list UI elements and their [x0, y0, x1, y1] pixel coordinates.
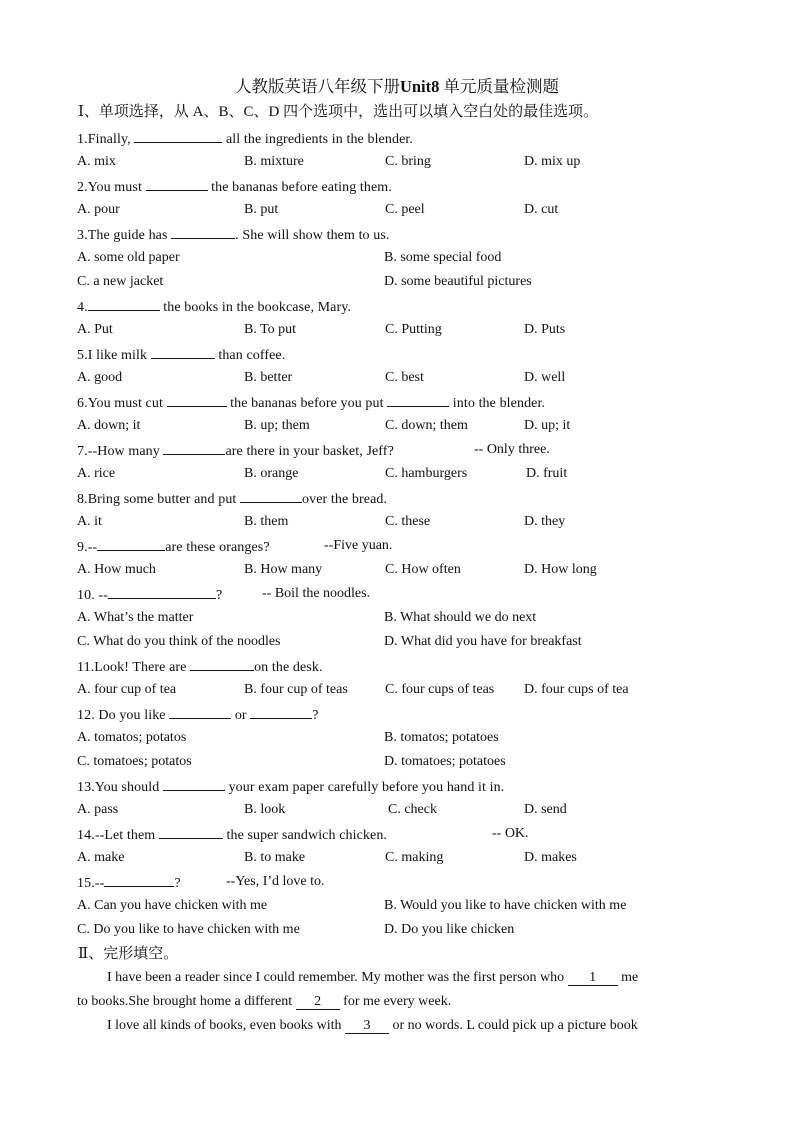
option-c[interactable]: C. these	[385, 514, 431, 529]
option-d[interactable]: D. mix up	[524, 154, 581, 169]
option-a[interactable]: A. Put	[77, 322, 113, 337]
option-b[interactable]: B. What should we do next	[384, 610, 537, 625]
question-4: 4. the books in the bookcase, Mary.	[77, 296, 351, 318]
option-d[interactable]: D. up; it	[524, 418, 571, 433]
option-b[interactable]: B. mixture	[244, 154, 304, 169]
answer-blank[interactable]	[108, 584, 216, 599]
option-a[interactable]: A. it	[77, 514, 102, 529]
question-15: 15.-- ?	[77, 872, 181, 894]
option-b[interactable]: B. four cup of teas	[244, 682, 348, 697]
answer-blank[interactable]	[146, 176, 208, 191]
option-c[interactable]: C. bring	[385, 154, 431, 169]
option-a[interactable]: A. What’s the matter	[77, 610, 194, 625]
answer-blank[interactable]	[240, 488, 302, 503]
option-c[interactable]: C. down; them	[385, 418, 468, 433]
question-1: 1.Finally, all the ingredients in the blender.	[77, 128, 413, 150]
option-c[interactable]: C. tomatoes; potatos	[77, 754, 192, 769]
option-a[interactable]: A. mix	[77, 154, 116, 169]
option-a[interactable]: A. down; it	[77, 418, 141, 433]
option-b[interactable]: B. them	[244, 514, 289, 529]
question-11: 11.Look! There are on the desk.	[77, 656, 323, 678]
option-d[interactable]: D. What did you have for breakfast	[384, 634, 582, 649]
option-b[interactable]: B. some special food	[384, 250, 502, 265]
option-d[interactable]: D. cut	[524, 202, 559, 217]
option-d[interactable]: D. Puts	[524, 322, 566, 337]
option-d[interactable]: D. tomatoes; potatoes	[384, 754, 506, 769]
page-title: 人教版英语八年级下册Unit8 单元质量检测题	[234, 77, 560, 96]
option-b[interactable]: B. tomatos; potatoes	[384, 730, 499, 745]
question-7: 7.--How many are there in your basket, Jeff?	[77, 440, 394, 462]
option-b[interactable]: B. Would you like to have chicken with me	[384, 898, 627, 913]
option-d[interactable]: D. send	[524, 802, 567, 817]
answer-blank[interactable]	[163, 440, 225, 455]
cloze-blank-2[interactable]: 2	[296, 994, 340, 1010]
option-c[interactable]: C. Do you like to have chicken with me	[77, 922, 300, 937]
answer-blank[interactable]	[167, 392, 227, 407]
cloze-paragraph-1-line-1: I have been a reader since I could remember. My mother was the first person who 1 me	[107, 970, 639, 985]
option-c[interactable]: C. four cups of teas	[385, 682, 495, 697]
question-3: 3.The guide has . She will show them to us.	[77, 224, 390, 246]
question-5: 5.I like milk than coffee.	[77, 344, 285, 366]
option-b[interactable]: B. up; them	[244, 418, 310, 433]
option-a[interactable]: A. Can you have chicken with me	[77, 898, 268, 913]
option-a[interactable]: A. make	[77, 850, 125, 865]
option-b[interactable]: B. put	[244, 202, 279, 217]
option-a[interactable]: A. How much	[77, 562, 156, 577]
option-d[interactable]: D. well	[524, 370, 566, 385]
option-c[interactable]: C. check	[388, 802, 437, 817]
option-d[interactable]: D. fruit	[526, 466, 568, 481]
question-8: 8.Bring some butter and put over the bread.	[77, 488, 387, 510]
option-c[interactable]: C. peel	[385, 202, 425, 217]
option-a[interactable]: A. pass	[77, 802, 119, 817]
question-6: 6.You must cut the bananas before you put into the blender.	[77, 392, 545, 414]
answer-blank[interactable]	[159, 824, 223, 839]
section-2-heading: Ⅱ、完形填空。	[78, 946, 179, 962]
option-b[interactable]: B. better	[244, 370, 293, 385]
question-12: 12. Do you like or ?	[77, 704, 319, 726]
cloze-paragraph-1-line-2: to books.She brought home a different 2 for me every week.	[77, 994, 452, 1009]
answer-blank[interactable]	[387, 392, 449, 407]
option-d[interactable]: D. four cups of tea	[524, 682, 629, 697]
answer-blank[interactable]	[171, 224, 235, 239]
option-a[interactable]: A. some old paper	[77, 250, 180, 265]
cloze-paragraph-2-line-1: I love all kinds of books, even books with 3 or no words. L could pick up a picture book	[107, 1018, 638, 1033]
option-c[interactable]: C. How often	[385, 562, 461, 577]
dialogue-reply: --Five yuan.	[324, 538, 393, 553]
option-c[interactable]: C. hamburgers	[385, 466, 468, 481]
question-9: 9.-- are these oranges?	[77, 536, 270, 558]
answer-blank[interactable]	[104, 872, 174, 887]
answer-blank[interactable]	[250, 704, 312, 719]
dialogue-reply: -- OK.	[492, 826, 529, 841]
option-c[interactable]: C. Putting	[385, 322, 442, 337]
option-d[interactable]: D. makes	[524, 850, 577, 865]
question-13: 13.You should your exam paper carefully before you hand it in.	[77, 776, 504, 798]
question-14: 14.--Let them the super sandwich chicken.	[77, 824, 387, 846]
answer-blank[interactable]	[190, 656, 254, 671]
dialogue-reply: --Yes, I’d love to.	[226, 874, 325, 889]
option-a[interactable]: A. pour	[77, 202, 120, 217]
option-d[interactable]: D. they	[524, 514, 566, 529]
option-c[interactable]: C. a new jacket	[77, 274, 164, 289]
option-b[interactable]: B. To put	[244, 322, 297, 337]
option-a[interactable]: A. rice	[77, 466, 116, 481]
answer-blank[interactable]	[169, 704, 231, 719]
option-a[interactable]: A. good	[77, 370, 123, 385]
option-b[interactable]: B. How many	[244, 562, 323, 577]
cloze-blank-1[interactable]: 1	[568, 970, 618, 986]
option-d[interactable]: D. Do you like chicken	[384, 922, 515, 937]
answer-blank[interactable]	[151, 344, 215, 359]
option-c[interactable]: C. What do you think of the noodles	[77, 634, 281, 649]
dialogue-reply: -- Only three.	[474, 442, 550, 457]
option-d[interactable]: D. How long	[524, 562, 597, 577]
option-b[interactable]: B. orange	[244, 466, 299, 481]
section-1-heading: Ⅰ、单项选择，从 A、B、C、D 四个选项中，选出可以填入空白处的最佳选项。	[78, 104, 599, 120]
option-a[interactable]: A. tomatos; potatos	[77, 730, 187, 745]
option-c[interactable]: C. making	[385, 850, 444, 865]
dialogue-reply: -- Boil the noodles.	[262, 586, 371, 601]
option-b[interactable]: B. to make	[244, 850, 306, 865]
answer-blank[interactable]	[88, 296, 160, 311]
option-b[interactable]: B. look	[244, 802, 286, 817]
option-c[interactable]: C. best	[385, 370, 424, 385]
cloze-blank-3[interactable]: 3	[345, 1018, 389, 1034]
answer-blank[interactable]	[134, 128, 222, 143]
option-d[interactable]: D. some beautiful pictures	[384, 274, 532, 289]
answer-blank[interactable]	[163, 776, 225, 791]
answer-blank[interactable]	[97, 536, 165, 551]
option-a[interactable]: A. four cup of tea	[77, 682, 177, 697]
question-2: 2.You must the bananas before eating them.	[77, 176, 392, 198]
question-10: 10. -- ?	[77, 584, 222, 606]
